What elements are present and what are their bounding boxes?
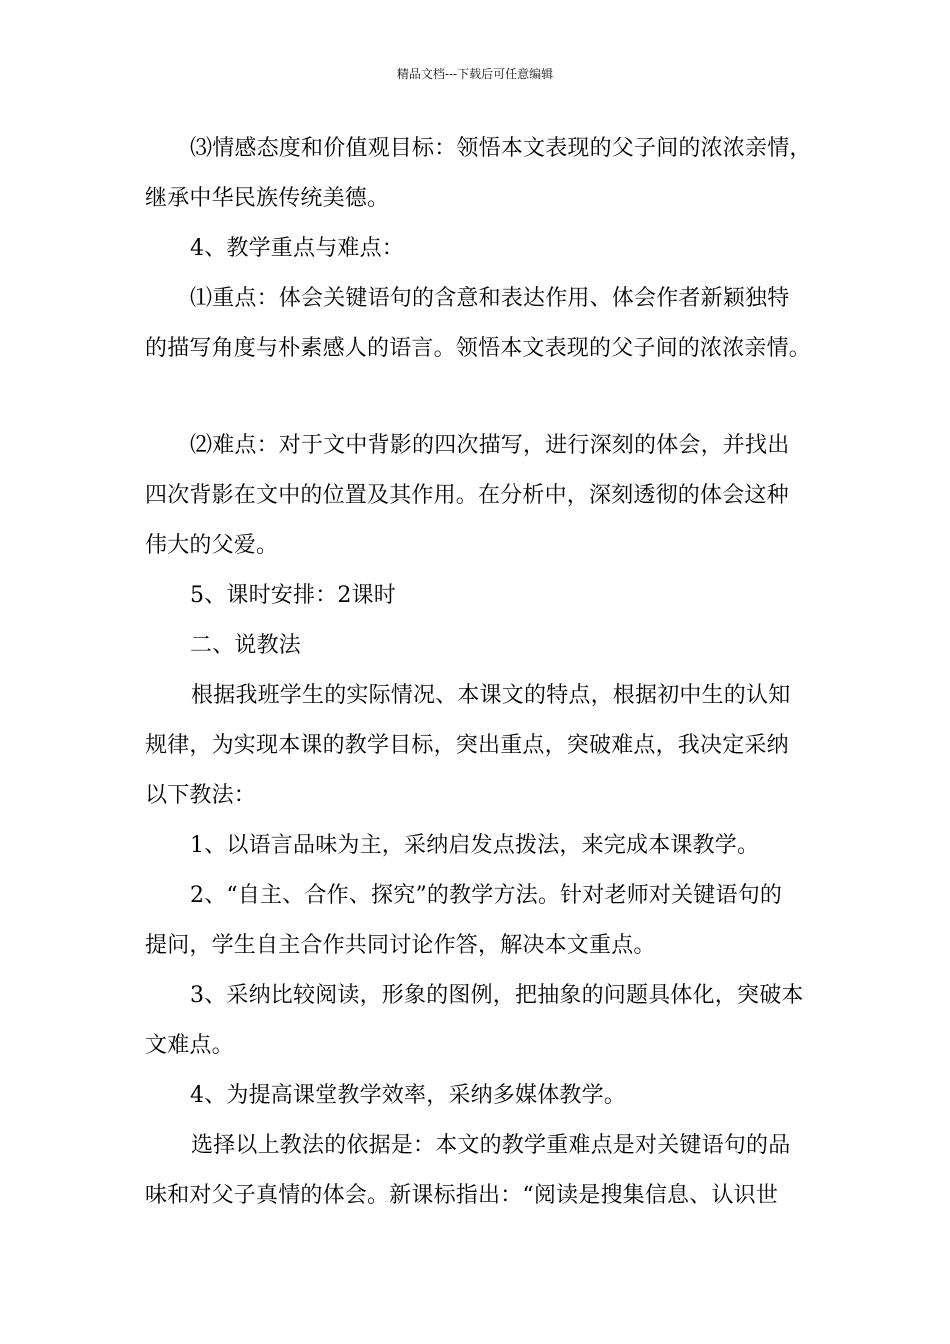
paragraph-difficulty-line-3: 伟大的父爱。 [145, 533, 279, 558]
heading-teaching-methods: 二、说教法 [190, 633, 302, 658]
paragraph-methods-basis-line-2: 规律，为实现本课的教学目标，突出重点，突破难点，我决定采纳 [145, 733, 789, 758]
document-body [145, 124, 810, 1221]
heading-class-hours: 5、课时安排：2课时 [190, 583, 396, 608]
paragraph-emotion-goal-line-2: 继承中华民族传统美德。 [145, 186, 390, 211]
paragraph-difficulty-line-1: ⑵难点：对于文中背影的四次描写，进行深刻的体会，并找出 [190, 433, 790, 458]
paragraph-methods-basis-line-1: 根据我班学生的实际情况、本课文的特点，根据初中生的认知 [191, 683, 791, 708]
method-item-2-line-2: 提问，学生自主合作共同讨论作答，解决本文重点。 [145, 933, 656, 958]
paragraph-difficulty-line-2: 四次背影在文中的位置及其作用。在分析中，深刻透彻的体会这种 [145, 483, 789, 508]
paragraph-methods-basis-line-3: 以下教法： [145, 783, 257, 808]
method-item-2-line-1: 2、“自主、合作、探究”的教学方法。针对老师对关键语句的 [190, 883, 783, 908]
paragraph-rationale-line-2: 味和对父子真情的体会。新课标指出：“阅读是搜集信息、认识世 [145, 1183, 779, 1208]
blank-spacer [145, 374, 810, 421]
paragraph-rationale-line-1: 选择以上教法的依据是：本文的教学重难点是对关键语句的品 [191, 1133, 791, 1158]
method-item-3-line-1: 3、采纳比较阅读，形象的图例，把抽象的问题具体化，突破本 [190, 983, 804, 1008]
method-item-1: 1、以语言品味为主，采纳启发点拨法，来完成本课教学。 [190, 833, 760, 858]
paragraph-emotion-goal-line-1: ⑶情感态度和价值观目标：领悟本文表现的父子间的浓浓亲情， [190, 136, 812, 161]
method-item-4: 4、为提高课堂教学效率，采纳多媒体教学。 [190, 1083, 626, 1108]
method-item-3-line-2: 文难点。 [145, 1033, 234, 1058]
page-header: 精品文档---下载后可任意编辑 [396, 67, 554, 81]
heading-key-points: 4、教学重点与难点： [190, 236, 404, 261]
paragraph-key-point-line-1: ⑴重点：体会关键语句的含意和表达作用、体会作者新颖独特 [190, 286, 790, 311]
paragraph-key-point-line-2: 的描写角度与朴素感人的语言。领悟本文表现的父子间的浓浓亲情。 [145, 336, 812, 361]
